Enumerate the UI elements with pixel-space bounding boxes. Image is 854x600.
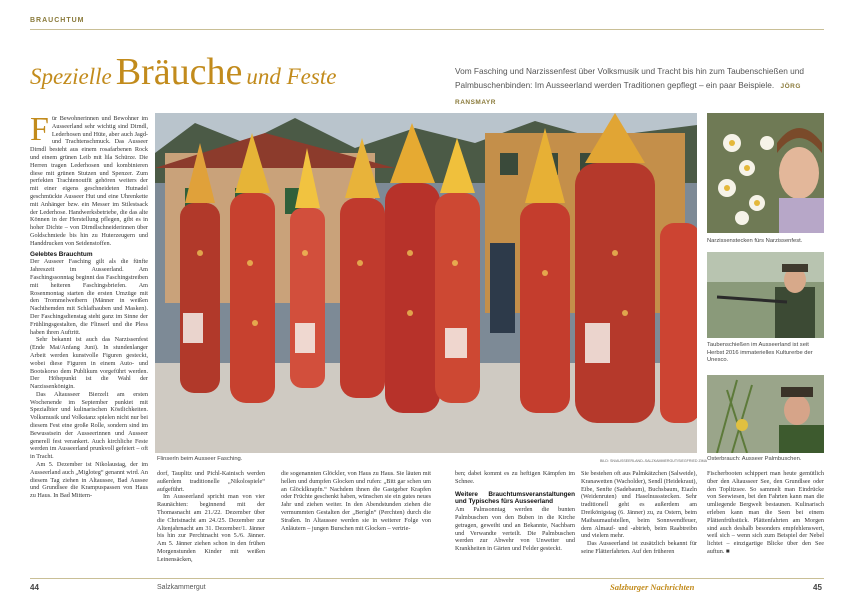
side-photo-1-caption: Narzissenstecken fürs Narzissenfest. bbox=[707, 238, 803, 244]
top-rule bbox=[30, 29, 824, 30]
headline-part2: Bräuche bbox=[115, 51, 243, 93]
side-photo-2 bbox=[707, 252, 824, 338]
main-photo-caption: Flinserln beim Ausseer Fasching. bbox=[157, 456, 243, 462]
text-column-5 bbox=[581, 470, 697, 556]
col1-paragraph-2: Der Ausseer Fasching gilt als die fünfte Jahreszeit im Ausseerland. Am Faschingssonntag beginnt das Faschingstreiben mit heiteren Faschingsbriefen. Am Rosenmontag starten die ersten Umzüge mit den Trommelweibern (Männer in weißen Nachthemden mit Schlafhauben und Masken). Der Faschingsdienstag steht ganz im Sinne der Frühlingsgestalten, die Flinserl und die Pless haben ihren Auftritt. bbox=[30, 258, 148, 336]
side-photo-1 bbox=[707, 113, 824, 233]
col2-paragraph-2: Im Ausseerland spricht man von vier Raunächten: beginnend mit der Thomasnacht am 21./22. Dezember über die Christnacht am 24./25. Dezember zur Altenjahrnacht am 31. Dezember/1. Jänner bis hin zur Perchtnacht von 5./6. Jänner. Am 5. Jänner ziehen schon in den frühen Morgenstunden Kinder mit weißen Leinensäcken, bbox=[157, 493, 265, 563]
col1-paragraph-3: Sehr bekannt ist auch das Narzissenfest (Ende Mai/Anfang Juni). In stundenlanger Arbeit werden kunstvolle Figuren gesteckt, wobei diese Figuren in einem Auto- und Bootskorso dem Publikum vorgeführt werden. Der Höhepunkt ist die Wahl der Narzissenkönigin. bbox=[30, 336, 148, 391]
side-photo-3-caption: Osterbrauch: Ausseer Palmbuschen. bbox=[707, 456, 802, 462]
col6-paragraph-1: Fischerbooten schippert man heute gemütlich über den Altausseer See, den Grundlsee oder den Toplitzsee. So sammelt man Eindrücke von Seewiesen, bei den Fahrten kann man die umliegende Bergwelt bestaunen. Kulinarisch erleben kann man die Seen bei einem Plättenfrühstück. Plättenfahrten am Morgen sind auch deshalb besonders empfehlenswert, weil sich – wenn sich zum Beispiel der Nebel lichtet – einzigartige Blicke über den See auftun. ■ bbox=[707, 470, 824, 555]
col1-paragraph-1: ür Bewohnerinnen und Bewohner im Ausseerland sehr wichtig sind Dirndl, Lederhosen und Hüte, aber auch Jagd- und Trachtenschmuck. Das Ausseer Dirndl besteht aus einem rosafarbenen Rock und einem grünen Leib mit lila Schürze. Die Herren tragen Lederhosen und kombinieren diese mit grünen Stutzen und Spenzer. Zum perfekten Trachtenoutfit gehören weiters der mit einer eigens geschneideten Hutnadel geschmückte Ausseer Hut und eine Uhrenkette mit Anhänger bzw. ein Messer im Stilestsack der Lederhose. Handwerksbetriebe, die das alte Können in der Herstellung pflegen, gibt es in hoher Dichte – von Dirndlschneiderinnen über Goldschmiede bis hin zu Huterzeugern und Handdrucken von Seidenstoffen. bbox=[30, 115, 148, 247]
subheading-gelebtes-brauchtum: Gelebtes Brauchtum bbox=[30, 250, 93, 258]
bottom-rule bbox=[30, 578, 824, 579]
intro-text bbox=[455, 64, 825, 110]
col5-paragraph-1: Sie bestehen oft aus Palmkätzchen (Salweide), Kranawetten (Wacholder), Sendl (Heidekraut), Eibe, Senfte (Sadebaum), Buchsbaum, Eiazln (Weidenruten) und Haselnussstecken. Sehr traditionell geht es außerdem am Dreikönigstag (6. Jänner) zu, zu Ostern, beim Maibaumaufstellen, beim Sonnwendfeuer, dem Almauf- und -abtrieb, beim Raabtreibn und vielem mehr. bbox=[581, 470, 697, 540]
col4-paragraph-1: ben; dabei kommt es zu heftigen Kämpfen im Schnee. bbox=[455, 470, 575, 485]
headline-part1: Spezielle bbox=[30, 64, 112, 89]
palm-bouquet-photo-illustration bbox=[707, 375, 824, 453]
subheading-weitere-brauchtum: Weitere Brauchtumsveranstaltungen und Typisches fürs Ausseerland bbox=[455, 490, 575, 506]
text-column-6 bbox=[707, 470, 824, 556]
fasching-photo-illustration bbox=[155, 113, 697, 453]
brand-logo: Salzburger Nachrichten bbox=[610, 582, 695, 592]
narcissus-photo-illustration bbox=[707, 113, 824, 233]
col4-paragraph-2: Am Palmsonntag werden die bunten Palmbuschen von den Buben in die Kirche getragen, geweiht und an Bekannte, Nachbarn und Verwandte verteilt. Die Palmbuschen werden zur Abwehr von Unwetter und Krankheiten in Gärten und Felder gesteckt. bbox=[455, 506, 575, 553]
side-photo-2-caption: Taubenschießen im Ausseerland ist seit Herbst 2016 immaterielles Kulturerbe der Unesco. bbox=[707, 342, 813, 363]
col2-paragraph-1: dorf, Tauplitz und Pichl-Kainisch werden außerdem traditionelle „Nikolospiele“ aufgeführt. bbox=[157, 470, 265, 493]
main-photo bbox=[155, 113, 697, 453]
text-column-1 bbox=[30, 111, 148, 500]
publication-name: Salzkammergut bbox=[157, 584, 206, 591]
headline bbox=[30, 50, 336, 94]
side-photo-3 bbox=[707, 375, 824, 453]
main-photo-credit: BILD: SN/AUSSEERLAND–SALZKAMMERGUT/SIEGFRIED ZIMA bbox=[600, 459, 708, 463]
author-name: JÖRG RANSMAYR bbox=[455, 83, 801, 106]
col1-paragraph-4: Das Altausseer Bierzelt am ersten Wochenende im September punktet mit Spezialbier und kulinarischen Köstlichkeiten. Volksmusik und Volkstanz spielen nicht nur bei diesem Fest eine große Rolle, sondern sind im Bewusstsein der Ausseerinnen und Ausseer generell fest verankert. Auch kirchliche Feste werden im Ausseerland prunkvoll gefeiert – oft in Tracht. bbox=[30, 390, 148, 461]
col5-paragraph-2: Das Ausseerland ist zusätzlich bekannt für seine Flätterfahrten. Auf den früheren bbox=[581, 540, 697, 555]
intro-body: Vom Fasching und Narzissenfest über Volksmusik und Tracht bis hin zum Taubenschießen und Palmbuschenbinden: Im Ausseerland werden Traditionen gepflegt – ein paar Beispiele. bbox=[455, 66, 804, 90]
text-column-4 bbox=[455, 470, 575, 553]
page-number-left: 44 bbox=[30, 583, 39, 592]
text-column-3 bbox=[281, 470, 431, 532]
text-column-2 bbox=[157, 470, 265, 564]
col1-paragraph-5: Am 5. Dezember ist Nikolaustag, der im Ausseerland auch „Migloteg“ genannt wird. An diesem Tag ziehen in Altaussee, Bad Aussee und Grundlsee die Krampuspassen von Haus zu Haus. In Bad Mittern- bbox=[30, 461, 148, 500]
col3-paragraph-1: die sogenannten Glöckler, von Haus zu Haus. Sie läuten mit hellen und dumpfen Glocken und rufen: „Bitt gar schen um an Glöcklkrapfn.“ Nachdem ihnen die Gastgeber Krapfen oder Früchte geschenkt haben, wünschen sie ein gutes neues Jahr und ziehen weiter. In den Abendstunden ziehen die vermummten Gestalten der „Berigln“ (Perchten) durch die Straßen. In Altaussee werden sie in weiterer Folge von Anläutern – jungen Burschen mit Glocken – vertrie- bbox=[281, 470, 431, 532]
section-label: BRAUCHTUM bbox=[30, 17, 85, 24]
drop-cap: F bbox=[30, 111, 49, 148]
pigeon-shooting-photo-illustration bbox=[707, 252, 824, 338]
page-number-right: 45 bbox=[813, 583, 822, 592]
headline-part3: und Feste bbox=[246, 64, 337, 89]
